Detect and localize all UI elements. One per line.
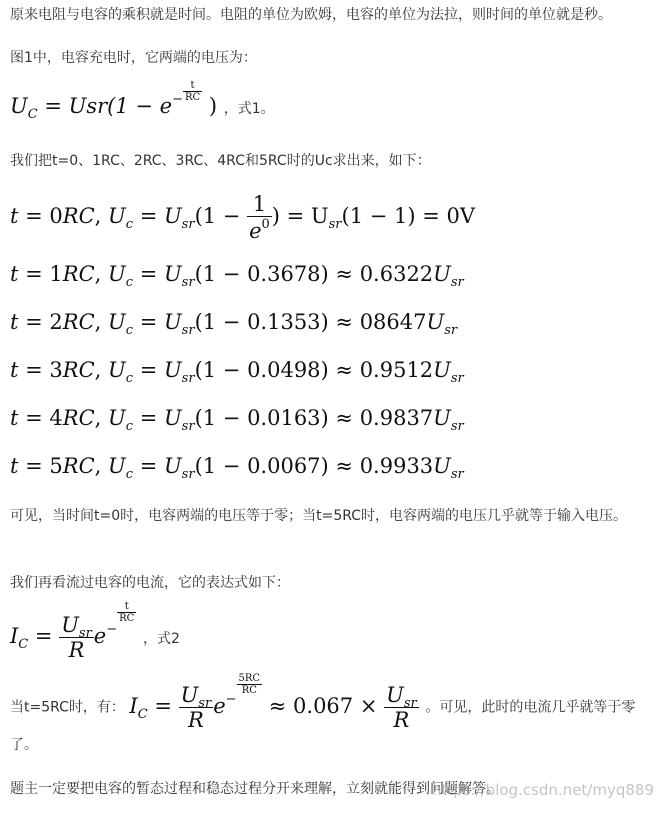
charge-voltage-paragraph <box>10 45 660 71</box>
closing-text: 题主一定要把电容的暂态过程和稳态过程分开来理解，立刻就能得到问题解答。 <box>10 781 500 797</box>
uc-row-0-result: = U <box>286 204 329 228</box>
formula-1-tag: ，式1。 <box>223 101 275 117</box>
uc-row-0-t: 0 <box>49 204 63 228</box>
uc-row-5: t = 5RC, $U_c = U_{sr}(1 - 0.0067) \approx 0.9933U_{sr}$ <box>10 454 464 482</box>
result-prefix: 当t=5RC时，有： <box>10 699 125 716</box>
formula-2-exponent: $\frac{t}{RC}$ <box>119 601 135 624</box>
uc-row-2: t = 2RC, $U_c = U_{sr}(1 - 0.1353) \approx 08647U_{sr}$ <box>10 310 458 338</box>
intro-paragraph <box>10 2 660 28</box>
conclusion-text: 可见，当时间t=0时，电容两端的电压等于零；当t=5RC时，电容两端的电压几乎就等于输入电压。 <box>10 508 628 524</box>
formula-1-rhs: = Usr(1 − e <box>44 94 173 118</box>
watermark: https://blog.csdn.net/myq889 <box>431 781 654 799</box>
uc-row-4: t = 4RC, $U_c = U_{sr}(1 - 0.0163) \approx 0.9837U_{sr}$ <box>10 406 464 434</box>
uc-row-0-final: (1 − 1) = 0V <box>341 204 476 228</box>
formula-1-lhs-sub: C <box>27 107 38 122</box>
uc-row-3: t = 3RC, $U_c = U_{sr}(1 - 0.0498) \approx 0.9512U_{sr}$ <box>10 358 464 386</box>
conclusion-paragraph <box>10 503 660 529</box>
formula-2: $I_C$ = $\frac{U_{sr}}{R}$ $e^{- \frac{t}{RC}}$ ，式2 <box>10 601 180 662</box>
intro-text: 原来电阻与电容的乘积就是时间。电阻的单位为欧姆，电容的单位为法拉，则时间的单位就是秒。 <box>10 7 612 23</box>
current-text: 我们再看流过电容的电流，它的表达式如下： <box>10 575 290 591</box>
formula-3-fraction-2: $\frac{U_{sr}}{R}$ <box>386 683 417 732</box>
uc-row-1: t = 1RC, $U_c = U_{sr}(1 - 0.3678) \approx 0.6322U_{sr}$ <box>10 262 464 290</box>
current-paragraph <box>10 570 660 596</box>
formula-3-exponent: $\frac{5RC}{RC}$ <box>238 672 261 696</box>
formula-2-tag: ，式2 <box>143 631 180 647</box>
formula-2-fraction: $\frac{U_{sr}}{R}$ <box>61 613 92 662</box>
result-paragraph <box>10 672 660 758</box>
compute-text: 我们把t=0、1RC、2RC、3RC、4RC和5RC时的Uc求出来，如下： <box>10 153 431 169</box>
formula-3: $I_C$ = $\frac{U_{sr}}{R}$ $e^{- \frac{5RC}{RC}}$ ≈ 0.067 × $\frac{U_{sr}}{R}$ <box>129 672 417 732</box>
formula-1: $U_C = Usr(1 - e^{- \frac{t}{RC}}$ ) ，式1。 <box>10 80 275 122</box>
uc-row-0: t = 0RC, $U_c = U_{sr}(1$ − $\frac{1}{e^0}$ ) = $U_{sr}(1 - 1) = 0V$ <box>10 192 476 243</box>
formula-1-close: ) <box>208 94 218 118</box>
result-suffix: 。可见，此时的电流几乎就等于零了。 <box>10 699 636 753</box>
formula-3-fraction: $\frac{U_{sr}}{R}$ <box>180 683 212 732</box>
compute-paragraph <box>10 148 660 174</box>
row-0-fraction: $\frac{1}{e^0}$ <box>249 192 270 243</box>
charge-voltage-text: 图1中，电容充电时，它两端的电压为： <box>10 50 257 66</box>
formula-1-exponent: $\frac{t}{RC}$ <box>184 80 201 103</box>
formula-1-lhs: U <box>10 94 28 118</box>
